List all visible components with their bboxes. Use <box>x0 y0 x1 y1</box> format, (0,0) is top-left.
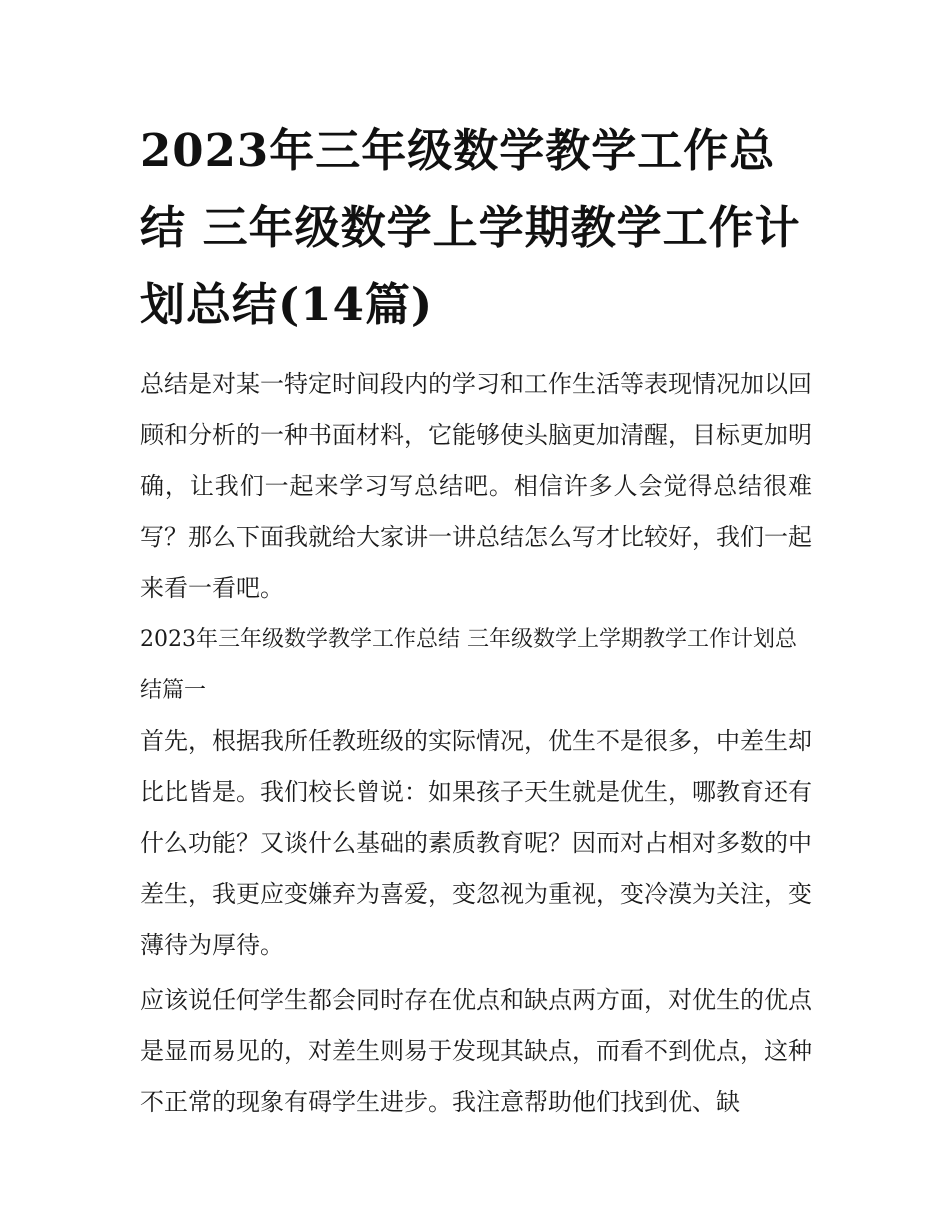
document-page <box>140 112 812 1128</box>
body-paragraph-2: 应该说任何学生都会同时存在优点和缺点两方面，对优生的优点是显而易见的，对差生则易于发现其缺点，而看不到优点，这种不正常的现象有碍学生进步。我注意帮助他们找到优、缺 <box>140 986 812 1116</box>
document-title: 2023年三年级数学教学工作总结 三年级数学上学期教学工作计划总结(14篇) <box>140 124 801 331</box>
body-paragraph-1: 首先，根据我所任教班级的实际情况，优生不是很多，中差生却比比皆是。我们校长曾说：如果孩子天生就是优生，哪教育还有什么功能？又谈什么基础的素质教育呢？因而对占相对多数的中差生，我更应变嫌弃为喜爱，变忽视为重视，变冷漠为关注，变薄待为厚待。 <box>140 727 812 959</box>
section-heading: 2023年三年级数学教学工作总结 三年级数学上学期教学工作计划总结篇一 <box>140 627 797 703</box>
intro-paragraph: 总结是对某一特定时间段内的学习和工作生活等表现情况加以回顾和分析的一种书面材料，它能够使头脑更加清醒，目标更加明确，让我们一起来学习写总结吧。相信许多人会觉得总结很难写？那么下面我就给大家讲一讲总结怎么写才比较好，我们一起来看一看吧。 <box>140 370 812 602</box>
